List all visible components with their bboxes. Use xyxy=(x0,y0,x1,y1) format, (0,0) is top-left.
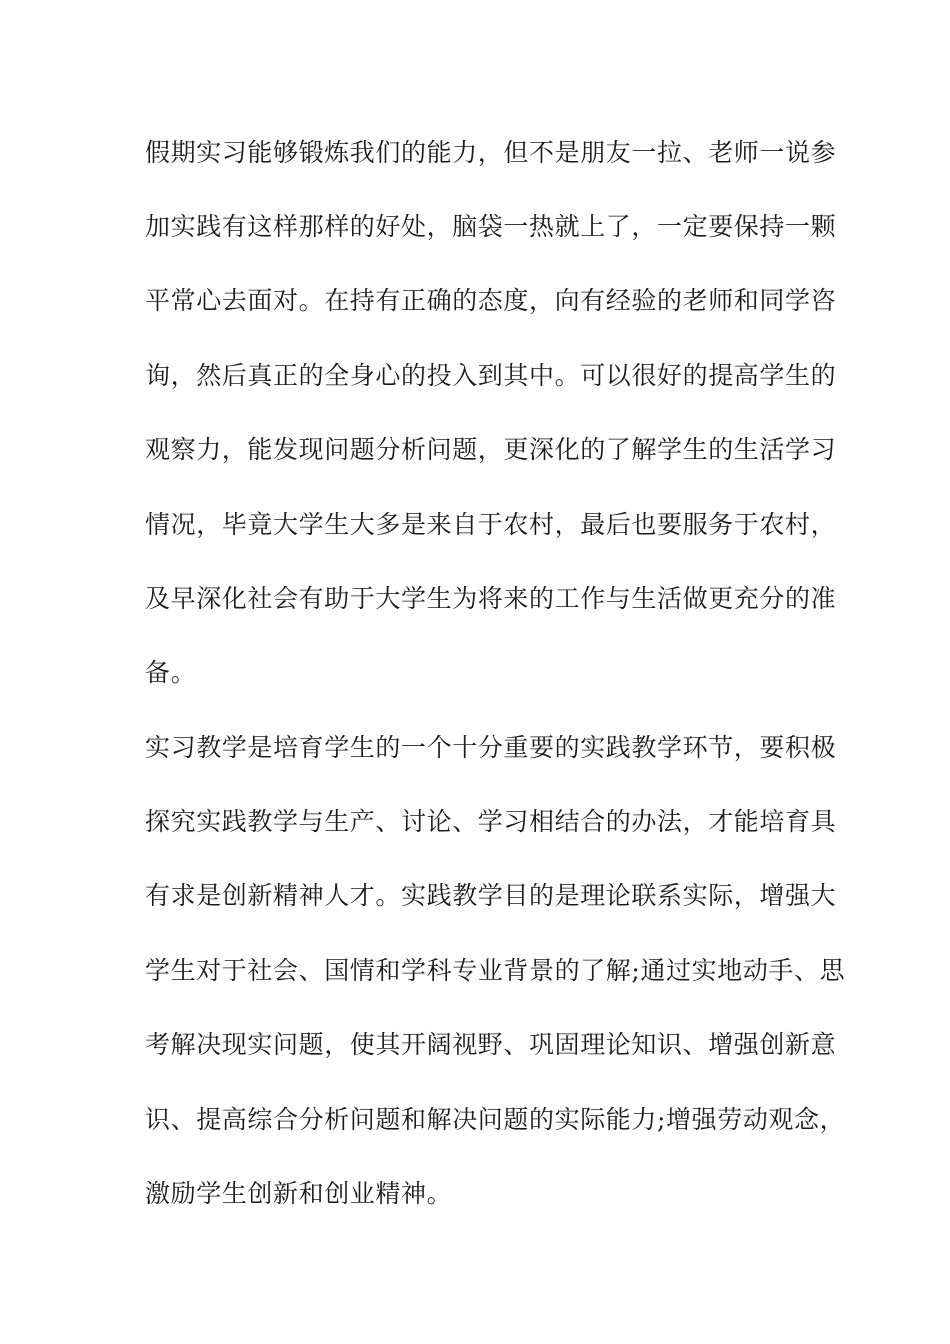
text-line: 加实践有这样那样的好处，脑袋一热就上了，一定要保持一颗 xyxy=(145,212,837,241)
text-line: 备。 xyxy=(145,658,197,687)
text-line: 假期实习能够锻炼我们的能力，但不是朋友一拉、老师一说参 xyxy=(145,138,837,167)
text-line: 学生对于社会、国情和学科专业背景的了解;通过实地动手、思 xyxy=(145,956,846,985)
text-line: 情况，毕竟大学生大多是来自于农村，最后也要服务于农村， xyxy=(145,510,837,539)
text-line: 考解决现实问题，使其开阔视野、巩固理论知识、增强创新意 xyxy=(145,1030,837,1059)
text-line: 及早深化社会有助于大学生为将来的工作与生活做更充分的准 xyxy=(145,584,837,613)
text-line: 激励学生创新和创业精神。 xyxy=(145,1179,453,1208)
text-line: 平常心去面对。在持有正确的态度，向有经验的老师和同学咨 xyxy=(145,286,837,315)
text-line: 有求是创新精神人才。实践教学目的是理论联系实际，增强大 xyxy=(145,881,837,910)
text-line: 识、提高综合分析问题和解决问题的实际能力;增强劳动观念， xyxy=(145,1105,846,1134)
text-line: 询，然后真正的全身心的投入到其中。可以很好的提高学生的 xyxy=(145,361,837,390)
text-line: 探究实践教学与生产、讨论、学习相结合的办法，才能培育具 xyxy=(145,807,837,836)
text-line: 观察力，能发现问题分析问题，更深化的了解学生的生活学习 xyxy=(145,435,837,464)
text-line: 实习教学是培育学生的一个十分重要的实践教学环节，要积极 xyxy=(145,733,837,762)
